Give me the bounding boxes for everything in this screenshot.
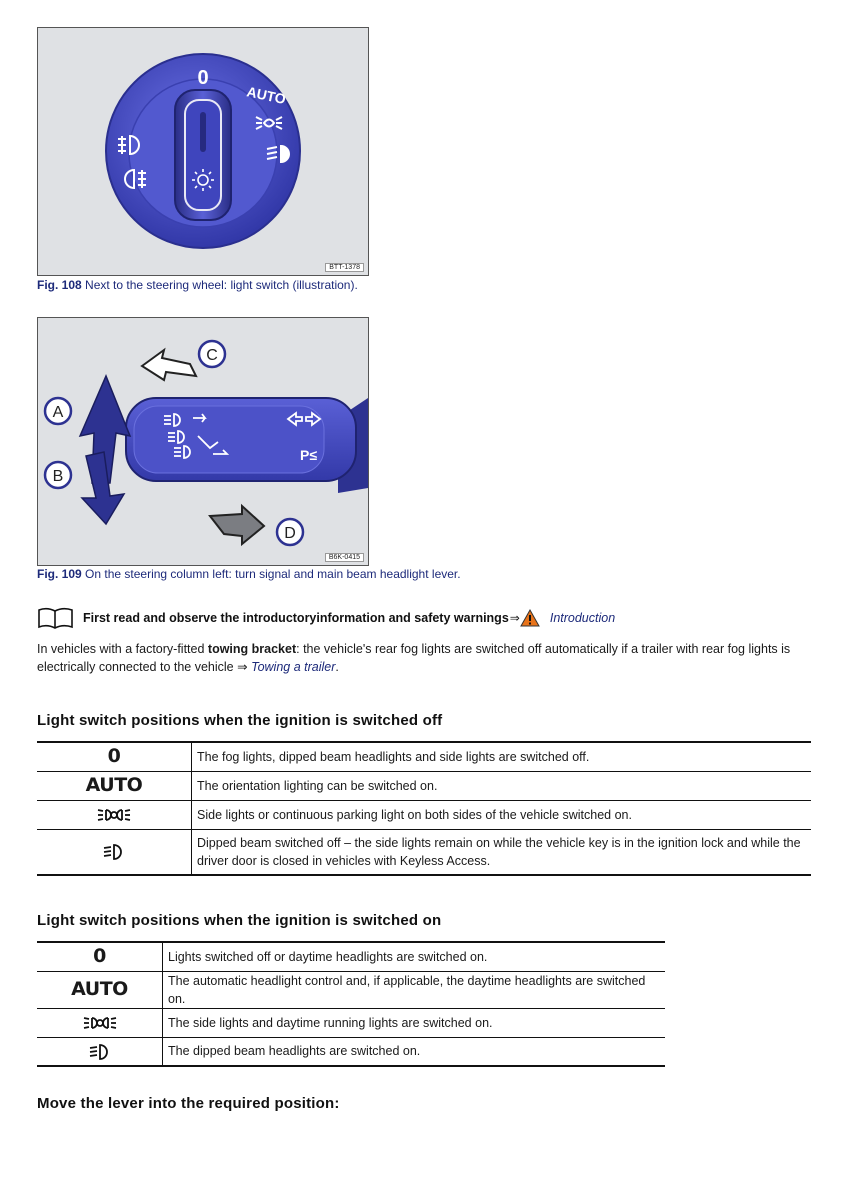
dial-position-auto: AUTO — [245, 83, 288, 108]
side-lights-icon — [96, 806, 132, 824]
zero-symbol: 0 — [93, 944, 106, 967]
zero-symbol: 0 — [107, 744, 121, 767]
label-c: C — [206, 347, 218, 364]
heading-move-lever: Move the lever into the required position: — [37, 1095, 340, 1112]
light-switch-illustration — [38, 28, 368, 275]
book-icon — [37, 607, 74, 629]
dipped-beam-icon — [102, 843, 126, 861]
side-lights-icon — [82, 1014, 118, 1032]
table-row — [37, 800, 811, 829]
para-text: In vehicles with a factory-fitted — [37, 642, 208, 656]
table-ignition-off — [37, 741, 811, 876]
symbol-cell — [37, 971, 163, 1008]
symbol-cell — [37, 942, 163, 971]
table-row — [37, 1037, 665, 1066]
arrow-glyph: ⇒ — [509, 611, 520, 625]
table-row — [37, 771, 811, 800]
figure-109-lever — [37, 317, 369, 566]
arrow-down-b — [82, 452, 124, 524]
symbol-cell — [37, 1008, 163, 1037]
lever-illustration — [38, 318, 368, 565]
towing-paragraph — [37, 640, 807, 676]
description-cell: Side lights or continuous parking light on both sides of the vehicle switched on. — [192, 800, 812, 829]
symbol-cell — [37, 1037, 163, 1066]
arrow-pull-c — [142, 350, 196, 380]
towing-trailer-link[interactable]: Towing a trailer — [251, 660, 336, 674]
figure-number: Fig. 108 — [37, 278, 82, 292]
description-cell: The orientation lighting can be switched on. — [192, 771, 812, 800]
caption-text: On the steering column left: turn signal and main beam headlight lever. — [85, 567, 461, 581]
table-row — [37, 971, 665, 1008]
description-cell: The side lights and daytime running lights are switched on. — [163, 1008, 666, 1037]
table-row — [37, 742, 811, 771]
table-row — [37, 1008, 665, 1037]
table-row — [37, 942, 665, 971]
symbol-cell — [37, 742, 192, 771]
figure-number: Fig. 109 — [37, 567, 82, 581]
description-cell: The dipped beam headlights are switched on. — [163, 1037, 666, 1066]
symbol-cell — [37, 800, 192, 829]
symbol-cell — [37, 829, 192, 875]
dial-position-zero: 0 — [197, 67, 209, 89]
symbol-cell — [37, 771, 192, 800]
figure-code: BTT-1378 — [325, 263, 364, 272]
para-text: : the vehicle's rear fog lights are switched off automatically if a trailer with rear fog lights is electrically connected to the vehicle — [37, 642, 791, 674]
safety-note-row — [37, 606, 615, 630]
dipped-beam-icon — [88, 1043, 112, 1061]
arrow-push-d — [210, 506, 264, 544]
description-cell: Dipped beam switched off – the side lights remain on while the vehicle key is in the ignition lock and while the driver door is closed in vehicles with Keyless Access. — [192, 829, 812, 875]
figure-108-caption — [37, 278, 358, 292]
caption-text: Next to the steering wheel: light switch (illustration). — [85, 278, 358, 292]
figure-108-light-switch — [37, 27, 369, 276]
description-cell: The fog lights, dipped beam headlights and side lights are switched off. — [192, 742, 812, 771]
table-row — [37, 829, 811, 875]
para-text: . — [335, 660, 339, 674]
lever-parking-label: P≤ — [300, 447, 318, 463]
heading-ignition-off: Light switch positions when the ignition is switched off — [37, 712, 443, 729]
description-cell: The automatic headlight control and, if applicable, the daytime headlights are switched on. — [163, 971, 666, 1008]
introduction-link[interactable]: Introduction — [549, 611, 616, 625]
auto-symbol: AUTO — [85, 773, 143, 796]
warning-triangle-icon — [520, 609, 540, 627]
figure-109-caption — [37, 567, 461, 581]
table-ignition-on — [37, 941, 665, 1067]
description-cell: Lights switched off or daytime headlights are switched on. — [163, 942, 666, 971]
arrow-glyph: ⇒ — [237, 660, 248, 674]
para-bold: towing bracket — [207, 642, 297, 656]
safety-note-title: First read and observe the introductoryinformation and safety warnings — [83, 611, 509, 625]
label-d: D — [284, 525, 296, 542]
auto-symbol: AUTO — [71, 977, 128, 1000]
figure-code: B6K-0415 — [325, 553, 364, 562]
label-a: A — [52, 404, 64, 421]
label-b: B — [52, 468, 64, 485]
heading-ignition-on: Light switch positions when the ignition is switched on — [37, 912, 442, 929]
